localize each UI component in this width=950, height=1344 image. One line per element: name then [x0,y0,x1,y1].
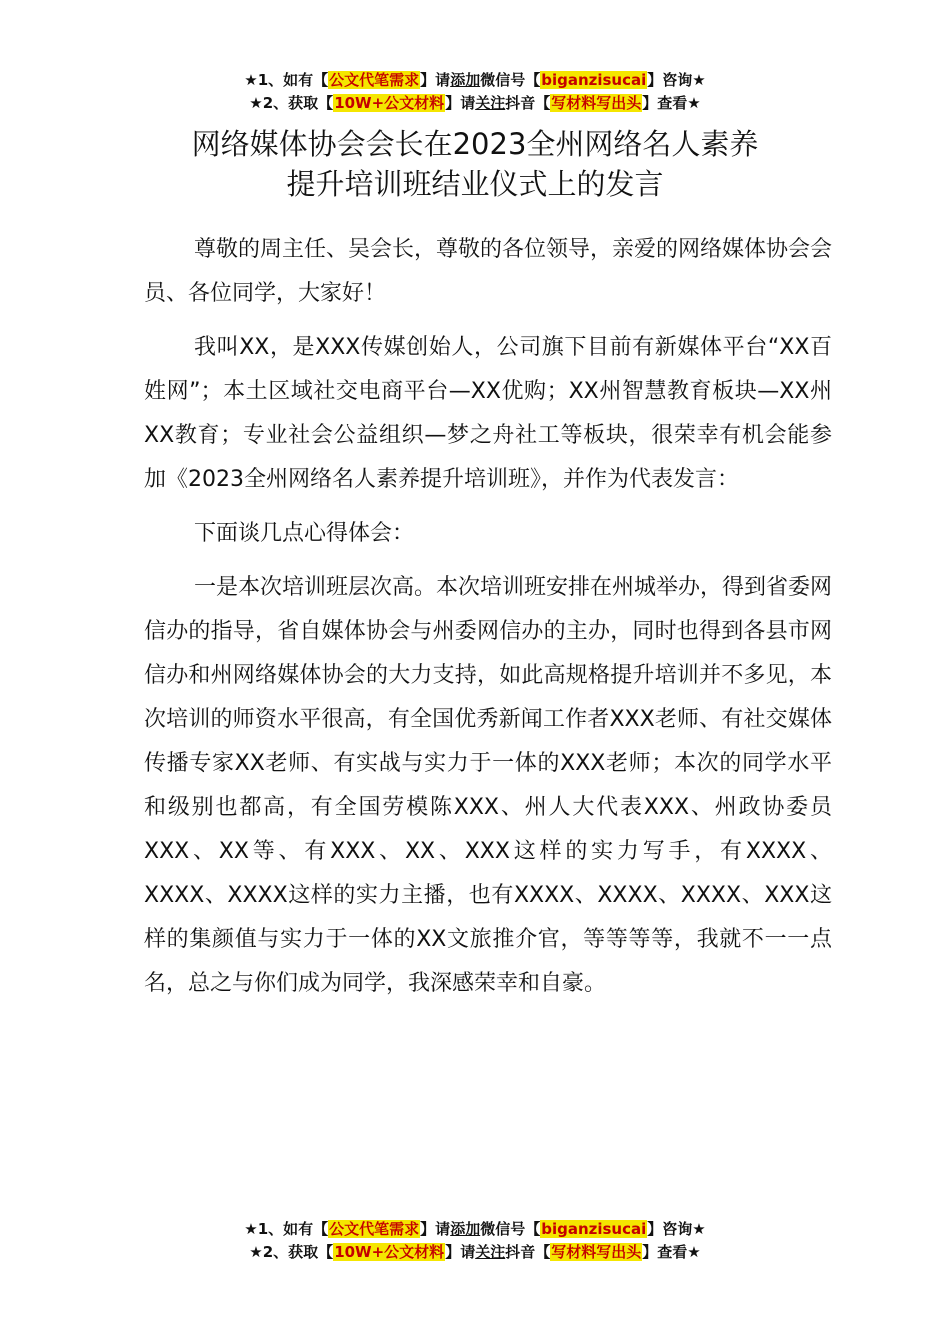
title-line-2: 提升培训班结业仪式上的发言 [286,167,664,201]
document-title [0,124,950,204]
document-body [144,228,832,1016]
promo-highlight-wechat-id: biganzisucai [541,1220,647,1238]
promo-line-2: ★2、获取【10W+公文材料】请关注抖音【写材料写出头】查看★ [249,94,701,112]
paragraph-point-one: 一是本次培训班层次高。本次培训班安排在州城举办，得到省委网信办的指导，省自媒体协会与州委网信办的主办，同时也得到各县市网信办和州网络媒体协会的大力支持，如此高规格提升培训并不多见，本次培训的师资水平很高，有全国优秀新闻工作者XXX老师、有社交媒体传播专家XX老师、有实战与实力于一体的XXX老师；本次的同学水平和级别也都高，有全国劳模陈XXX、州人大代表XXX、州政协委员XXX、XX等、有XXX、XX、XXX这样的实力写手，有XXXX、XXXX、XXXX这样的实力主播，也有XXXX、XXXX、XXXX、XXX这样的集颜值与实力于一体的XX文旅推介官，等等等等，我就不一一点名，总之与你们成为同学，我深感荣幸和自豪。 [144,575,833,996]
promo-line-2: ★2、获取【10W+公文材料】请关注抖音【写材料写出头】查看★ [249,1243,701,1261]
paragraph-introduction: 我叫XX，是XXX传媒创始人，公司旗下目前有新媒体平台“XX百姓网”；本土区域社交电商平台—XX优购；XX州智慧教育板块—XX州XX教育；专业社会公益组织—梦之舟社工等板块，很荣幸有机会能参加《2023全州网络名人素养提升培训班》，并作为代表发言： [144,335,832,492]
header-promo-banner [0,69,950,115]
promo-line-1: ★1、如有【公文代笔需求】请添加微信号【biganzisucai】咨询★ [244,71,706,89]
paragraph-greeting: 尊敬的周主任、吴会长，尊敬的各位领导，亲爱的网络媒体协会会员、各位同学，大家好！ [144,237,833,306]
footer-promo-banner [0,1218,950,1264]
promo-highlight-douyin: 写材料写出头 [551,1243,642,1261]
promo-highlight-wechat-id: biganzisucai [541,71,647,89]
promo-highlight-materials: 10W+公文材料 [334,94,445,112]
promo-highlight-douyin: 写材料写出头 [551,94,642,112]
paragraph-transition: 下面谈几点心得体会： [194,521,415,546]
promo-highlight-writing-service: 公文代笔需求 [329,1220,420,1238]
promo-highlight-writing-service: 公文代笔需求 [329,71,420,89]
title-line-1: 网络媒体协会会长在2023全州网络名人素养 [191,127,759,161]
promo-highlight-materials: 10W+公文材料 [334,1243,445,1261]
promo-line-1: ★1、如有【公文代笔需求】请添加微信号【biganzisucai】咨询★ [244,1220,706,1238]
